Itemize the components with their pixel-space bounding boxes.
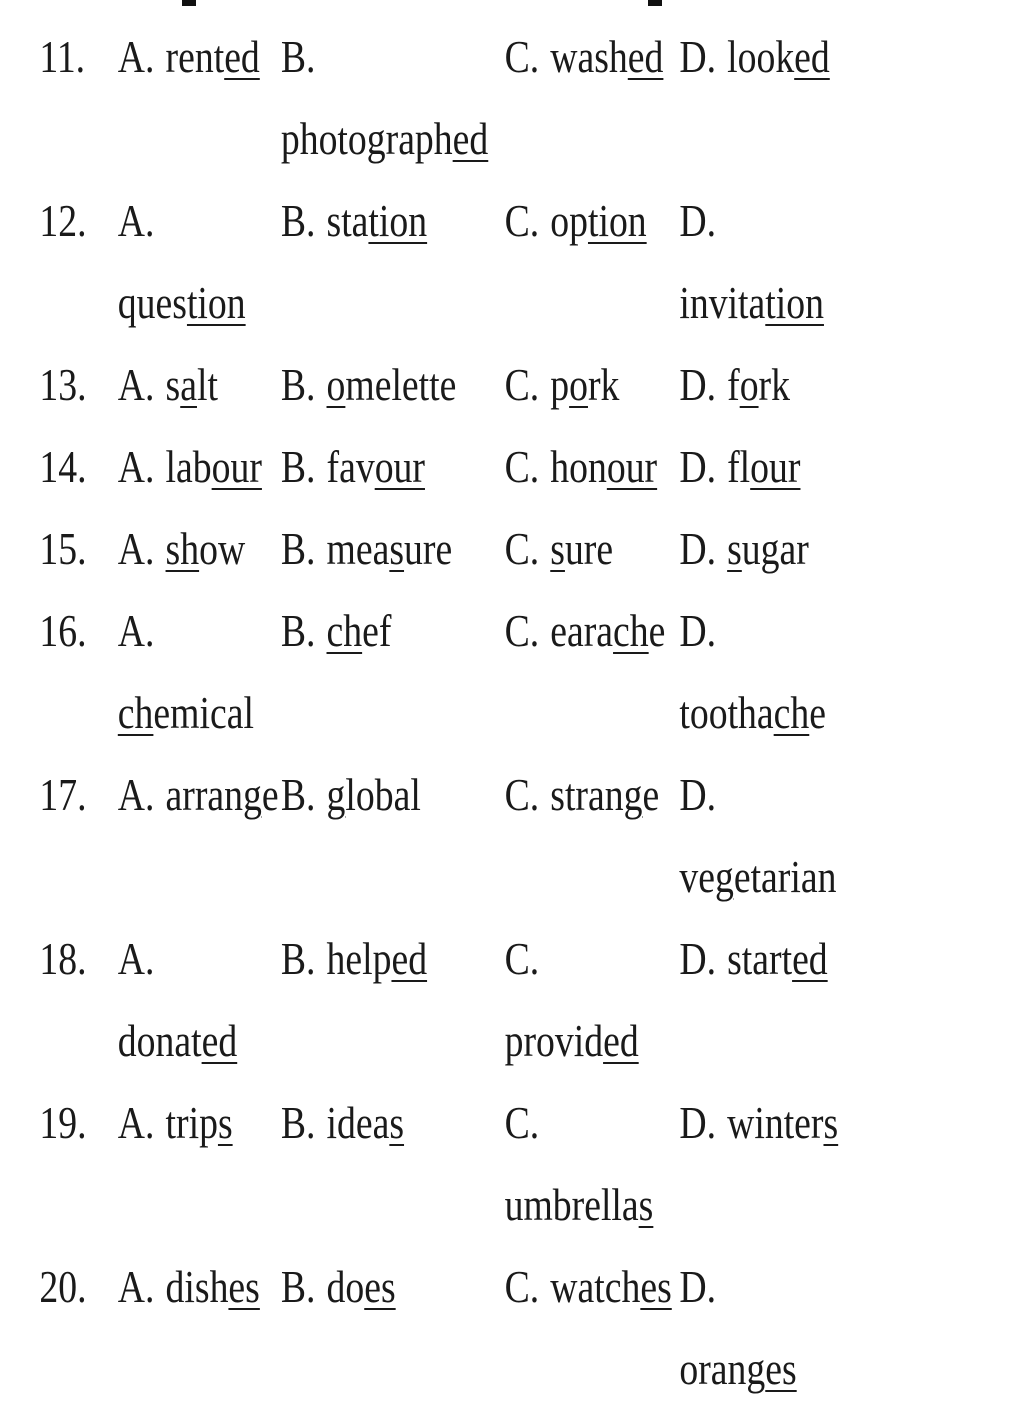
question-row xyxy=(0,426,840,508)
word-end: rk xyxy=(758,359,790,410)
option-b xyxy=(281,508,505,590)
question-number: 12. xyxy=(39,195,87,246)
question-number: 18. xyxy=(39,933,87,984)
word-end: lobal xyxy=(345,769,421,820)
word-start: stran xyxy=(550,769,624,820)
underlined-sound: es xyxy=(364,1261,396,1312)
underlined-sound: our xyxy=(211,441,262,492)
option-d xyxy=(679,426,839,508)
option-b xyxy=(281,344,505,426)
option-b xyxy=(281,918,505,1082)
underlined-sound: s xyxy=(727,523,742,574)
option-letter: B. xyxy=(280,441,316,492)
option-letter: C. xyxy=(504,31,540,82)
underlined-sound: our xyxy=(606,441,658,492)
word-start: fav xyxy=(326,441,375,492)
option-c xyxy=(505,180,680,344)
word-end: ure xyxy=(564,523,614,574)
option-text xyxy=(118,918,281,1082)
question-row xyxy=(0,1246,840,1410)
option-letter: D. xyxy=(679,769,717,820)
option-letter: D. xyxy=(679,605,717,656)
option-a xyxy=(118,180,281,344)
question-row xyxy=(0,918,840,1082)
word-start: ques xyxy=(117,277,187,328)
word-start: umbrella xyxy=(504,1179,639,1230)
option-b xyxy=(281,1246,505,1410)
word-end: e xyxy=(648,605,666,656)
underlined-sound: ed xyxy=(792,933,828,984)
cropped-mark xyxy=(648,0,662,6)
word-end: melette xyxy=(345,359,457,410)
option-text xyxy=(118,590,281,754)
option-text xyxy=(679,1246,839,1410)
underlined-sound: g xyxy=(714,851,734,902)
option-letter: A. xyxy=(117,359,155,410)
option-letter: C. xyxy=(504,1261,540,1312)
option-text xyxy=(505,508,680,590)
option-d xyxy=(679,754,839,918)
word-start: p xyxy=(550,359,570,410)
option-text xyxy=(281,1246,505,1328)
option-text xyxy=(281,344,505,426)
option-d xyxy=(679,180,839,344)
question-number: 15. xyxy=(39,523,87,574)
question-number: 19. xyxy=(39,1097,87,1148)
underlined-sound: ed xyxy=(603,1015,639,1066)
word-start: invita xyxy=(679,277,766,328)
option-letter: C. xyxy=(504,605,540,656)
underlined-sound: tion xyxy=(587,195,647,246)
question-row xyxy=(0,590,840,754)
option-letter: B. xyxy=(280,1097,316,1148)
question-row xyxy=(0,16,840,180)
underlined-sound: ch xyxy=(613,605,649,656)
option-letter: B. xyxy=(280,769,316,820)
word-start: provid xyxy=(504,1015,604,1066)
option-letter: C. xyxy=(504,441,540,492)
word-start: tootha xyxy=(679,687,774,738)
option-b xyxy=(281,180,505,344)
option-b xyxy=(281,1082,505,1246)
option-a xyxy=(118,1246,281,1410)
option-letter: A. xyxy=(117,31,155,82)
word-start: trip xyxy=(165,1097,218,1148)
option-text xyxy=(679,754,839,918)
underlined-sound: ed xyxy=(452,113,489,164)
option-letter: B. xyxy=(280,523,316,574)
underlined-sound: es xyxy=(228,1261,260,1312)
option-a xyxy=(118,426,281,508)
word-start: arran xyxy=(165,769,244,820)
option-letter: D. xyxy=(679,1261,717,1312)
top-cropped-marks xyxy=(0,0,1024,8)
option-d xyxy=(679,508,839,590)
underlined-sound: g xyxy=(243,769,262,820)
question-row xyxy=(0,180,840,344)
option-letter: B. xyxy=(280,933,316,984)
option-letter: B. xyxy=(280,1261,316,1312)
underlined-sound: ch xyxy=(117,687,154,738)
option-letter: C. xyxy=(504,933,540,984)
word-start: winter xyxy=(727,1097,824,1148)
option-text xyxy=(281,180,505,262)
word-end: etarian xyxy=(733,851,837,902)
option-c xyxy=(505,918,680,1082)
option-text xyxy=(281,16,505,180)
option-letter: A. xyxy=(117,1097,155,1148)
option-letter: C. xyxy=(504,523,540,574)
option-letter: D. xyxy=(679,933,717,984)
option-letter: A. xyxy=(117,523,155,574)
option-letter: A. xyxy=(117,933,155,984)
option-text xyxy=(679,508,839,590)
word-start: look xyxy=(727,31,795,82)
underlined-sound: es xyxy=(640,1261,672,1312)
underlined-sound: s xyxy=(638,1179,654,1230)
option-letter: A. xyxy=(117,441,155,492)
pronunciation-exercise-table xyxy=(0,16,840,1410)
option-letter: D. xyxy=(679,359,717,410)
option-letter: C. xyxy=(504,1097,540,1148)
underlined-sound: o xyxy=(326,359,346,410)
word-start: ve xyxy=(679,851,715,902)
option-text xyxy=(505,918,680,1082)
underlined-sound: o xyxy=(739,359,759,410)
question-number: 13. xyxy=(39,359,87,410)
option-letter: D. xyxy=(679,441,717,492)
word-start: idea xyxy=(326,1097,390,1148)
word-start: sta xyxy=(326,195,369,246)
word-start: eara xyxy=(550,605,614,656)
underlined-sound: o xyxy=(569,359,588,410)
option-c xyxy=(505,1082,680,1246)
option-a xyxy=(118,590,281,754)
option-letter: A. xyxy=(117,195,155,246)
option-text xyxy=(505,180,680,262)
option-text xyxy=(281,754,505,836)
option-letter: A. xyxy=(117,605,155,656)
cropped-mark xyxy=(182,0,196,6)
word-start: do xyxy=(326,1261,365,1312)
word-start: hon xyxy=(550,441,607,492)
question-row xyxy=(0,344,840,426)
word-start: op xyxy=(550,195,588,246)
question-number: 11. xyxy=(39,31,86,82)
word-start: donat xyxy=(117,1015,202,1066)
option-c xyxy=(505,1246,680,1410)
option-b xyxy=(281,754,505,918)
option-text xyxy=(679,344,839,426)
underlined-sound: s xyxy=(217,1097,233,1148)
option-text xyxy=(118,16,281,98)
underlined-sound: ed xyxy=(224,31,260,82)
option-d xyxy=(679,1082,839,1246)
underlined-sound: ed xyxy=(794,31,830,82)
option-a xyxy=(118,1082,281,1246)
option-text xyxy=(679,918,839,1000)
option-d xyxy=(679,1246,839,1410)
word-end: ure xyxy=(404,523,453,574)
option-text xyxy=(118,180,281,344)
option-text xyxy=(281,918,505,1000)
option-text xyxy=(679,180,839,344)
word-end: e xyxy=(809,687,827,738)
underlined-sound: tion xyxy=(765,277,824,328)
underlined-sound: ed xyxy=(391,933,428,984)
underlined-sound: ed xyxy=(201,1015,238,1066)
option-text xyxy=(505,426,680,508)
option-letter: D. xyxy=(679,195,717,246)
underlined-sound: ch xyxy=(773,687,810,738)
question-number: 20. xyxy=(39,1261,87,1312)
option-text xyxy=(281,426,505,508)
word-start: lab xyxy=(165,441,212,492)
underlined-sound: s xyxy=(823,1097,839,1148)
option-c xyxy=(505,16,680,180)
option-letter: D. xyxy=(679,31,717,82)
option-c xyxy=(505,590,680,754)
option-letter: A. xyxy=(117,1261,155,1312)
word-start: watch xyxy=(550,1261,641,1312)
option-letter: B. xyxy=(280,31,316,82)
word-start: f xyxy=(727,359,740,410)
underlined-sound: s xyxy=(389,523,405,574)
underlined-sound: s xyxy=(389,1097,405,1148)
option-text xyxy=(679,1082,839,1164)
option-text xyxy=(118,344,281,426)
option-c xyxy=(505,344,680,426)
option-b xyxy=(281,16,505,180)
option-text xyxy=(118,1082,281,1164)
word-start: help xyxy=(326,933,392,984)
option-d xyxy=(679,16,839,180)
word-start: fl xyxy=(727,441,751,492)
option-c xyxy=(505,754,680,918)
word-end: lt xyxy=(196,359,218,410)
option-b xyxy=(281,426,505,508)
word-end: emical xyxy=(153,687,254,738)
option-a xyxy=(118,344,281,426)
option-text xyxy=(679,426,839,508)
underlined-sound: es xyxy=(765,1343,797,1394)
underlined-sound: ch xyxy=(326,605,363,656)
underlined-sound: our xyxy=(750,441,801,492)
question-list xyxy=(0,16,840,1410)
option-text xyxy=(281,590,505,672)
option-d xyxy=(679,918,839,1082)
word-start: s xyxy=(165,359,181,410)
option-c xyxy=(505,508,680,590)
option-a xyxy=(118,754,281,918)
option-c xyxy=(505,426,680,508)
option-letter: C. xyxy=(504,769,540,820)
word-start: dish xyxy=(165,1261,229,1312)
word-end: e xyxy=(642,769,660,820)
option-d xyxy=(679,344,839,426)
option-text xyxy=(118,1246,281,1328)
option-text xyxy=(505,590,680,672)
word-end: ugar xyxy=(741,523,809,574)
option-letter: B. xyxy=(280,605,316,656)
underlined-sound: s xyxy=(550,523,565,574)
option-text xyxy=(505,16,680,98)
underlined-sound: tion xyxy=(368,195,428,246)
question-number: 14. xyxy=(39,441,87,492)
option-b xyxy=(281,590,505,754)
underlined-sound: ed xyxy=(627,31,664,82)
option-text xyxy=(505,1082,680,1246)
word-start: wash xyxy=(550,31,628,82)
option-text xyxy=(679,590,839,754)
word-end: ef xyxy=(362,605,392,656)
word-end: e xyxy=(261,769,279,820)
option-a xyxy=(118,16,281,180)
option-text xyxy=(505,344,680,426)
underlined-sound: our xyxy=(374,441,425,492)
option-a xyxy=(118,508,281,590)
word-start: rent xyxy=(165,31,225,82)
option-letter: A. xyxy=(117,769,155,820)
question-row xyxy=(0,1082,840,1246)
option-text xyxy=(118,508,281,590)
word-start: start xyxy=(727,933,793,984)
word-end: ow xyxy=(199,523,246,574)
option-text xyxy=(118,426,281,508)
option-letter: C. xyxy=(504,359,540,410)
option-letter: B. xyxy=(280,359,316,410)
underlined-sound: g xyxy=(623,769,643,820)
question-row xyxy=(0,754,840,918)
question-row xyxy=(0,508,840,590)
word-end: rk xyxy=(587,359,620,410)
question-number: 17. xyxy=(39,769,87,820)
option-letter: C. xyxy=(504,195,540,246)
underlined-sound: g xyxy=(326,769,346,820)
option-letter: B. xyxy=(280,195,316,246)
underlined-sound: tion xyxy=(186,277,246,328)
option-text xyxy=(505,1246,680,1328)
word-start: orang xyxy=(679,1343,766,1394)
word-start: mea xyxy=(326,523,390,574)
option-letter: D. xyxy=(679,1097,717,1148)
option-text xyxy=(281,1082,505,1164)
option-text xyxy=(679,16,839,98)
word-start: photograph xyxy=(280,113,453,164)
option-letter: D. xyxy=(679,523,717,574)
underlined-sound: sh xyxy=(165,523,200,574)
option-text xyxy=(281,508,505,590)
option-text xyxy=(505,754,680,836)
option-a xyxy=(118,918,281,1082)
underlined-sound: a xyxy=(180,359,197,410)
option-d xyxy=(679,590,839,754)
question-number: 16. xyxy=(39,605,87,656)
option-text xyxy=(118,754,281,836)
